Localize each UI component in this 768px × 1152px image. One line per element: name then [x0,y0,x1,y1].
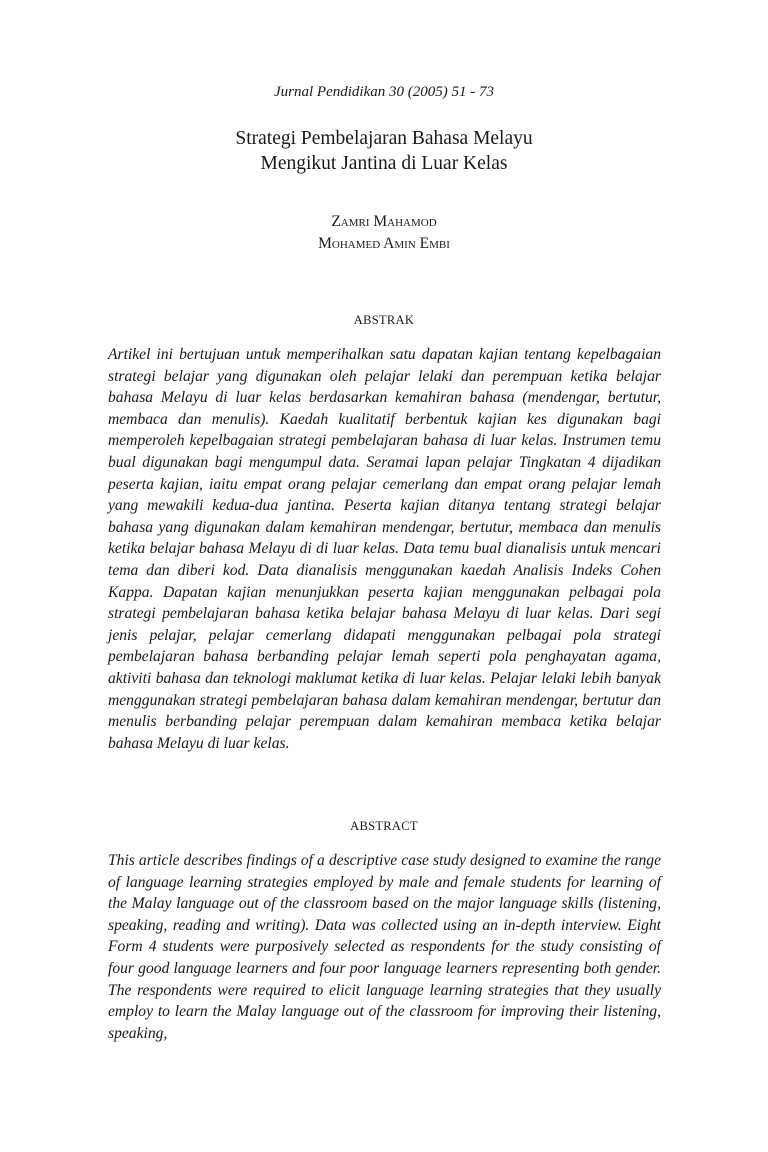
paper-title [0,126,768,176]
abstrak-heading: ABSTRAK [353,313,415,327]
title-line-1: Strategi Pembelajaran Bahasa Melayu [235,128,533,149]
abstract-body: This article describes findings of a descriptive case study designed to examine the range of language learning strategies employed by male and female students for learning of the Malay language out of the classroom based on the major language skills (listening, speaking, reading and writing). Data was collected using an in-depth interview. Eight Form 4 students were purposively selected as respondents for the study consisting of four good language learners and four poor language learners representing both gender. The respondents were required to elicit language learning strategies that they usually employ to learn the Malay language out of the classroom for improving their listening, speaking, [108,852,661,1042]
author-name: Zamri Mahamod [331,213,437,230]
author-name: Mohamed Amin Embi [318,235,450,252]
title-line-2: Mengikut Jantina di Luar Kelas [260,153,508,174]
journal-citation: Jurnal Pendidikan 30 (2005) 51 - 73 [274,84,494,100]
abstrak-body: Artikel ini bertujuan untuk memperihalkan satu dapatan kajian tentang kepelbagaian strategi belajar yang digunakan oleh pelajar lelaki dan perempuan ketika belajar bahasa Melayu di luar kelas berdasarkan kemahiran bahasa (mendengar, bertutur, membaca dan menulis). Kaedah kualitatif berbentuk kajian kes digunakan bagi memperoleh kepelbagaian strategi pembelajaran bahasa di luar kelas. Instrumen temu bual digunakan bagi mengumpul data. Seramai lapan pelajar Tingkatan 4 dijadikan peserta kajian, iaitu empat orang pelajar cemerlang dan empat orang pelajar lemah yang mewakili kedua-dua jantina. Peserta kajian ditanya tentang strategi belajar bahasa yang digunakan dalam kemahiran mendengar, bertutur, membaca dan menulis ketika belajar bahasa Melayu di di luar kelas. Data temu bual dianalisis untuk mencari tema dan diberi kod. Data dianalisis menggunakan kaedah Analisis Indeks Cohen Kappa. Dapatan kajian menunjukkan peserta kajian menggunakan pelbagai pola strategi pembelajaran bahasa ketika belajar bahasa Melayu di luar kelas. Dari segi jenis pelajar, pelajar cemerlang didapati menggunakan pelbagai pola strategi pembelajaran bahasa berbanding pelajar lemah seperti pola penghayatan agama, aktiviti bahasa dan teknologi maklumat ketika di luar kelas. Pelajar lelaki lebih banyak menggunakan strategi pembelajaran bahasa dalam kemahiran mendengar, bertutur dan menulis berbanding pelajar perempuan dalam kemahiran membaca ketika belajar bahasa Melayu di luar kelas. [108,346,661,752]
author-list [0,211,768,255]
abstract-heading: ABSTRACT [350,819,418,833]
